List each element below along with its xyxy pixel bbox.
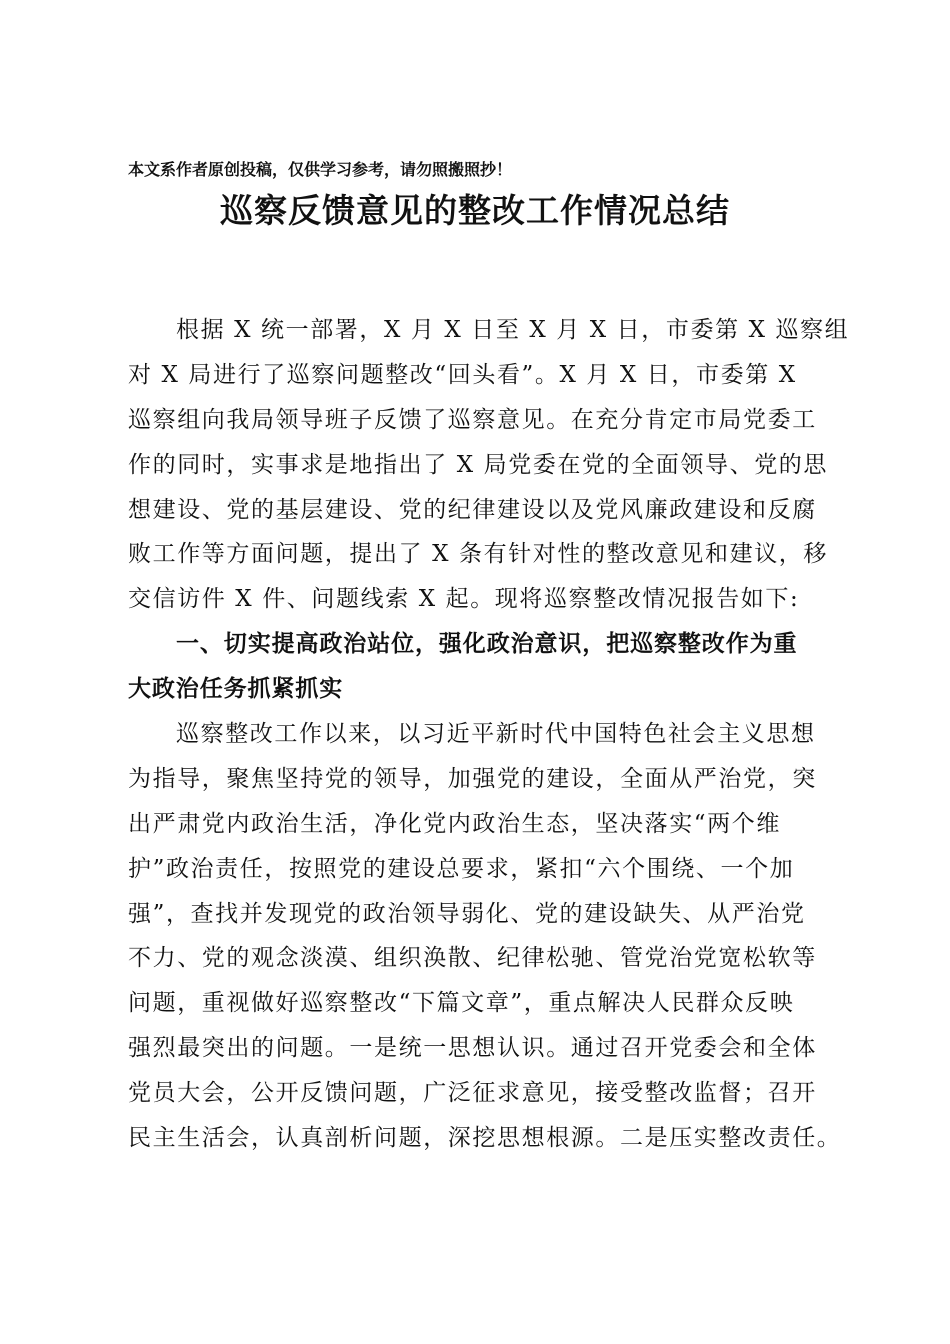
section-heading-line: 一、切实提高政治站位，强化政治意识，把巡察整改作为重	[176, 631, 798, 658]
intro-line: 作的同时，实事求是地指出了 X 局党委在党的全面领导、党的思	[128, 451, 828, 478]
section-body-line: 巡察整改工作以来，以习近平新时代中国特色社会主义思想	[176, 721, 816, 748]
document-body	[128, 308, 850, 1161]
copyright-notice: 本文系作者原创投稿，仅供学习参考，请勿照搬照抄！	[128, 160, 513, 179]
intro-line: 想建设、党的基层建设、党的纪律建设以及党风廉政建设和反腐	[128, 496, 817, 523]
section-body-line: 强烈最突出的问题。一是统一思想认识。通过召开党委会和全体	[128, 1035, 817, 1062]
section-body-line: 民主生活会，认真剖析问题，深挖思想根源。二是压实整改责任。	[128, 1125, 842, 1152]
intro-line: 根据 X 统一部署，X 月 X 日至 X 月 X 日，市委第 X 巡察组	[176, 317, 850, 343]
section-heading-line: 大政治任务抓紧抓实	[128, 676, 344, 703]
intro-line: 巡察组向我局领导班子反馈了巡察意见。在充分肯定市局党委工	[128, 406, 817, 433]
section-body-line: 不力、党的观念淡漠、组织涣散、纪律松驰、管党治党宽松软等	[128, 945, 817, 972]
section-body-line: 为指导，聚焦坚持党的领导，加强党的建设，全面从严治党，突	[128, 765, 817, 792]
section-body-line: 党员大会，公开反馈问题，广泛征求意见，接受整改监督；召开	[128, 1080, 817, 1107]
section-body-line: 护”政治责任，按照党的建设总要求，紧扣“六个围绕、一个加	[128, 855, 795, 882]
intro-line: 交信访件 X 件、问题线索 X 起。现将巡察整改情况报告如下:	[128, 586, 800, 613]
section-body-line: 问题，重视做好巡察整改“下篇文章”，重点解决人民群众反映	[128, 990, 795, 1017]
document-title: 巡察反馈意见的整改工作情况总结	[220, 191, 730, 230]
intro-line: 对 X 局进行了巡察问题整改“回头看”。X 月 X 日，市委第 X	[128, 361, 797, 388]
section-body-line: 出严肃党内政治生活，净化党内政治生态，坚决落实“两个维	[128, 810, 781, 837]
intro-line: 败工作等方面问题，提出了 X 条有针对性的整改意见和建议，移	[128, 541, 828, 568]
section-body-line: 强”，查找并发现党的政治领导弱化、党的建设缺失、从严治党	[128, 900, 806, 927]
